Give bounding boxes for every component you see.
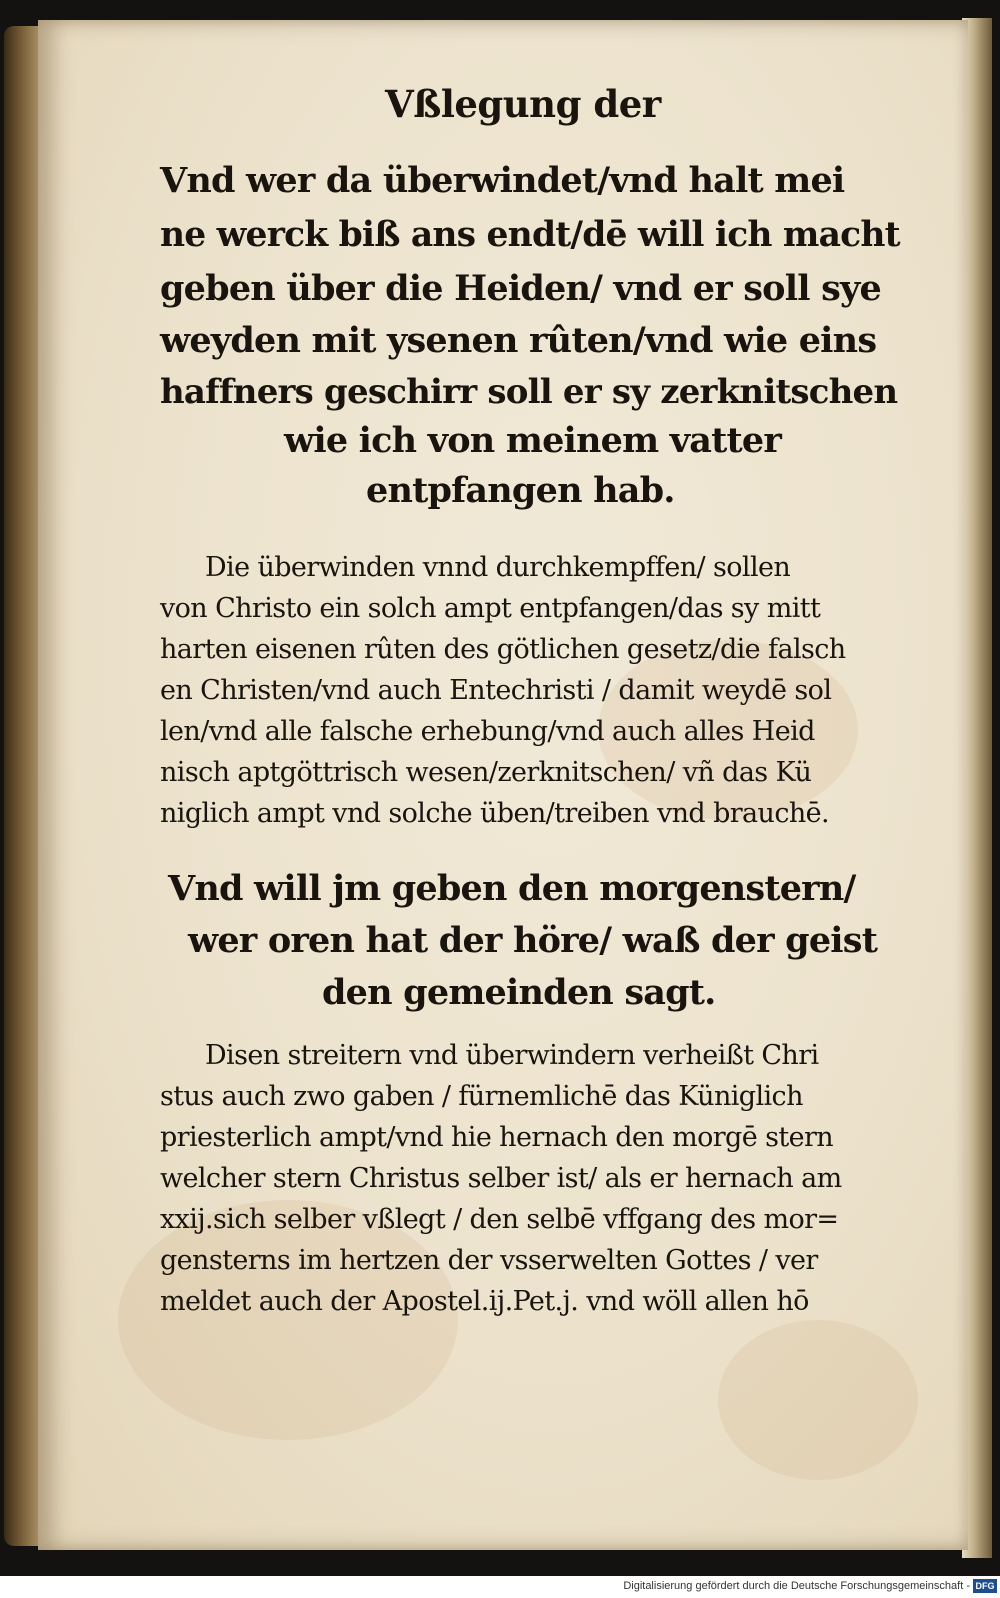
footer-bar bbox=[0, 1576, 1000, 1598]
commentary-2-line: gensterns im hertzen der vsserwelten Gottes / ver bbox=[160, 1245, 818, 1276]
verse-1-line: ne werck biß ans endt/dē will ich macht bbox=[160, 215, 900, 255]
verse-1-line: Vnd wer da überwindet/vnd halt mei bbox=[160, 160, 845, 201]
commentary-2-line: stus auch zwo gaben / fürnemlichē das Küniglich bbox=[160, 1081, 803, 1112]
verse-1-line: entpfangen hab. bbox=[366, 470, 675, 511]
commentary-1-line: von Christo ein solch ampt entpfangen/das sy mitt bbox=[160, 593, 821, 624]
paper-stain bbox=[118, 1200, 458, 1440]
verse-2-line: den gemeinden sagt. bbox=[322, 972, 716, 1013]
verse-1-line: wie ich von meinem vatter bbox=[284, 420, 782, 461]
commentary-1-line: harten eisenen rûten des götlichen gesetz/die falsch bbox=[160, 634, 846, 665]
commentary-1-line: Die überwinden vnnd durchkempffen/ sollen bbox=[205, 552, 791, 583]
funding-credit: Digitalisierung gefördert durch die Deutsche Forschungsgemeinschaft - bbox=[623, 1580, 970, 1592]
commentary-2-line: Disen streitern vnd überwindern verheißt Chri bbox=[205, 1040, 819, 1071]
commentary-2-line: welcher stern Christus selber ist/ als er hernach am bbox=[160, 1163, 842, 1194]
verse-2-line: wer oren hat der höre/ waß der geist bbox=[188, 920, 878, 961]
dfg-logo-icon: DFG bbox=[973, 1579, 997, 1593]
commentary-1-line: nisch aptgöttrisch wesen/zerknitschen/ vñ das Kü bbox=[160, 757, 812, 788]
commentary-1-line: en Christen/vnd auch Entechristi / damit weydē sol bbox=[160, 675, 832, 706]
commentary-1-line: niglich ampt vnd solche üben/treiben vnd brauchē. bbox=[160, 798, 830, 829]
verse-1-line: weyden mit ysenen rûten/vnd wie eins bbox=[160, 320, 877, 361]
paper-stain bbox=[718, 1320, 918, 1480]
running-title: Vßlegung der bbox=[385, 82, 661, 126]
commentary-2-line: priesterlich ampt/vnd hie hernach den morgē stern bbox=[160, 1122, 834, 1153]
commentary-1-line: len/vnd alle falsche erhebung/vnd auch alles Heid bbox=[160, 716, 815, 747]
commentary-2-line: xxij.sich selber vßlegt / den selbē vffgang des mor= bbox=[160, 1204, 839, 1235]
verse-2-line: Vnd will jm geben den morgenstern/ bbox=[168, 868, 856, 909]
commentary-2-line: meldet auch der Apostel.ij.Pet.j. vnd wöll allen hō bbox=[160, 1286, 809, 1317]
verse-1-line: haffners geschirr soll er sy zerknitschen bbox=[160, 372, 898, 412]
verse-1-line: geben über die Heiden/ vnd er soll sye bbox=[160, 268, 882, 309]
